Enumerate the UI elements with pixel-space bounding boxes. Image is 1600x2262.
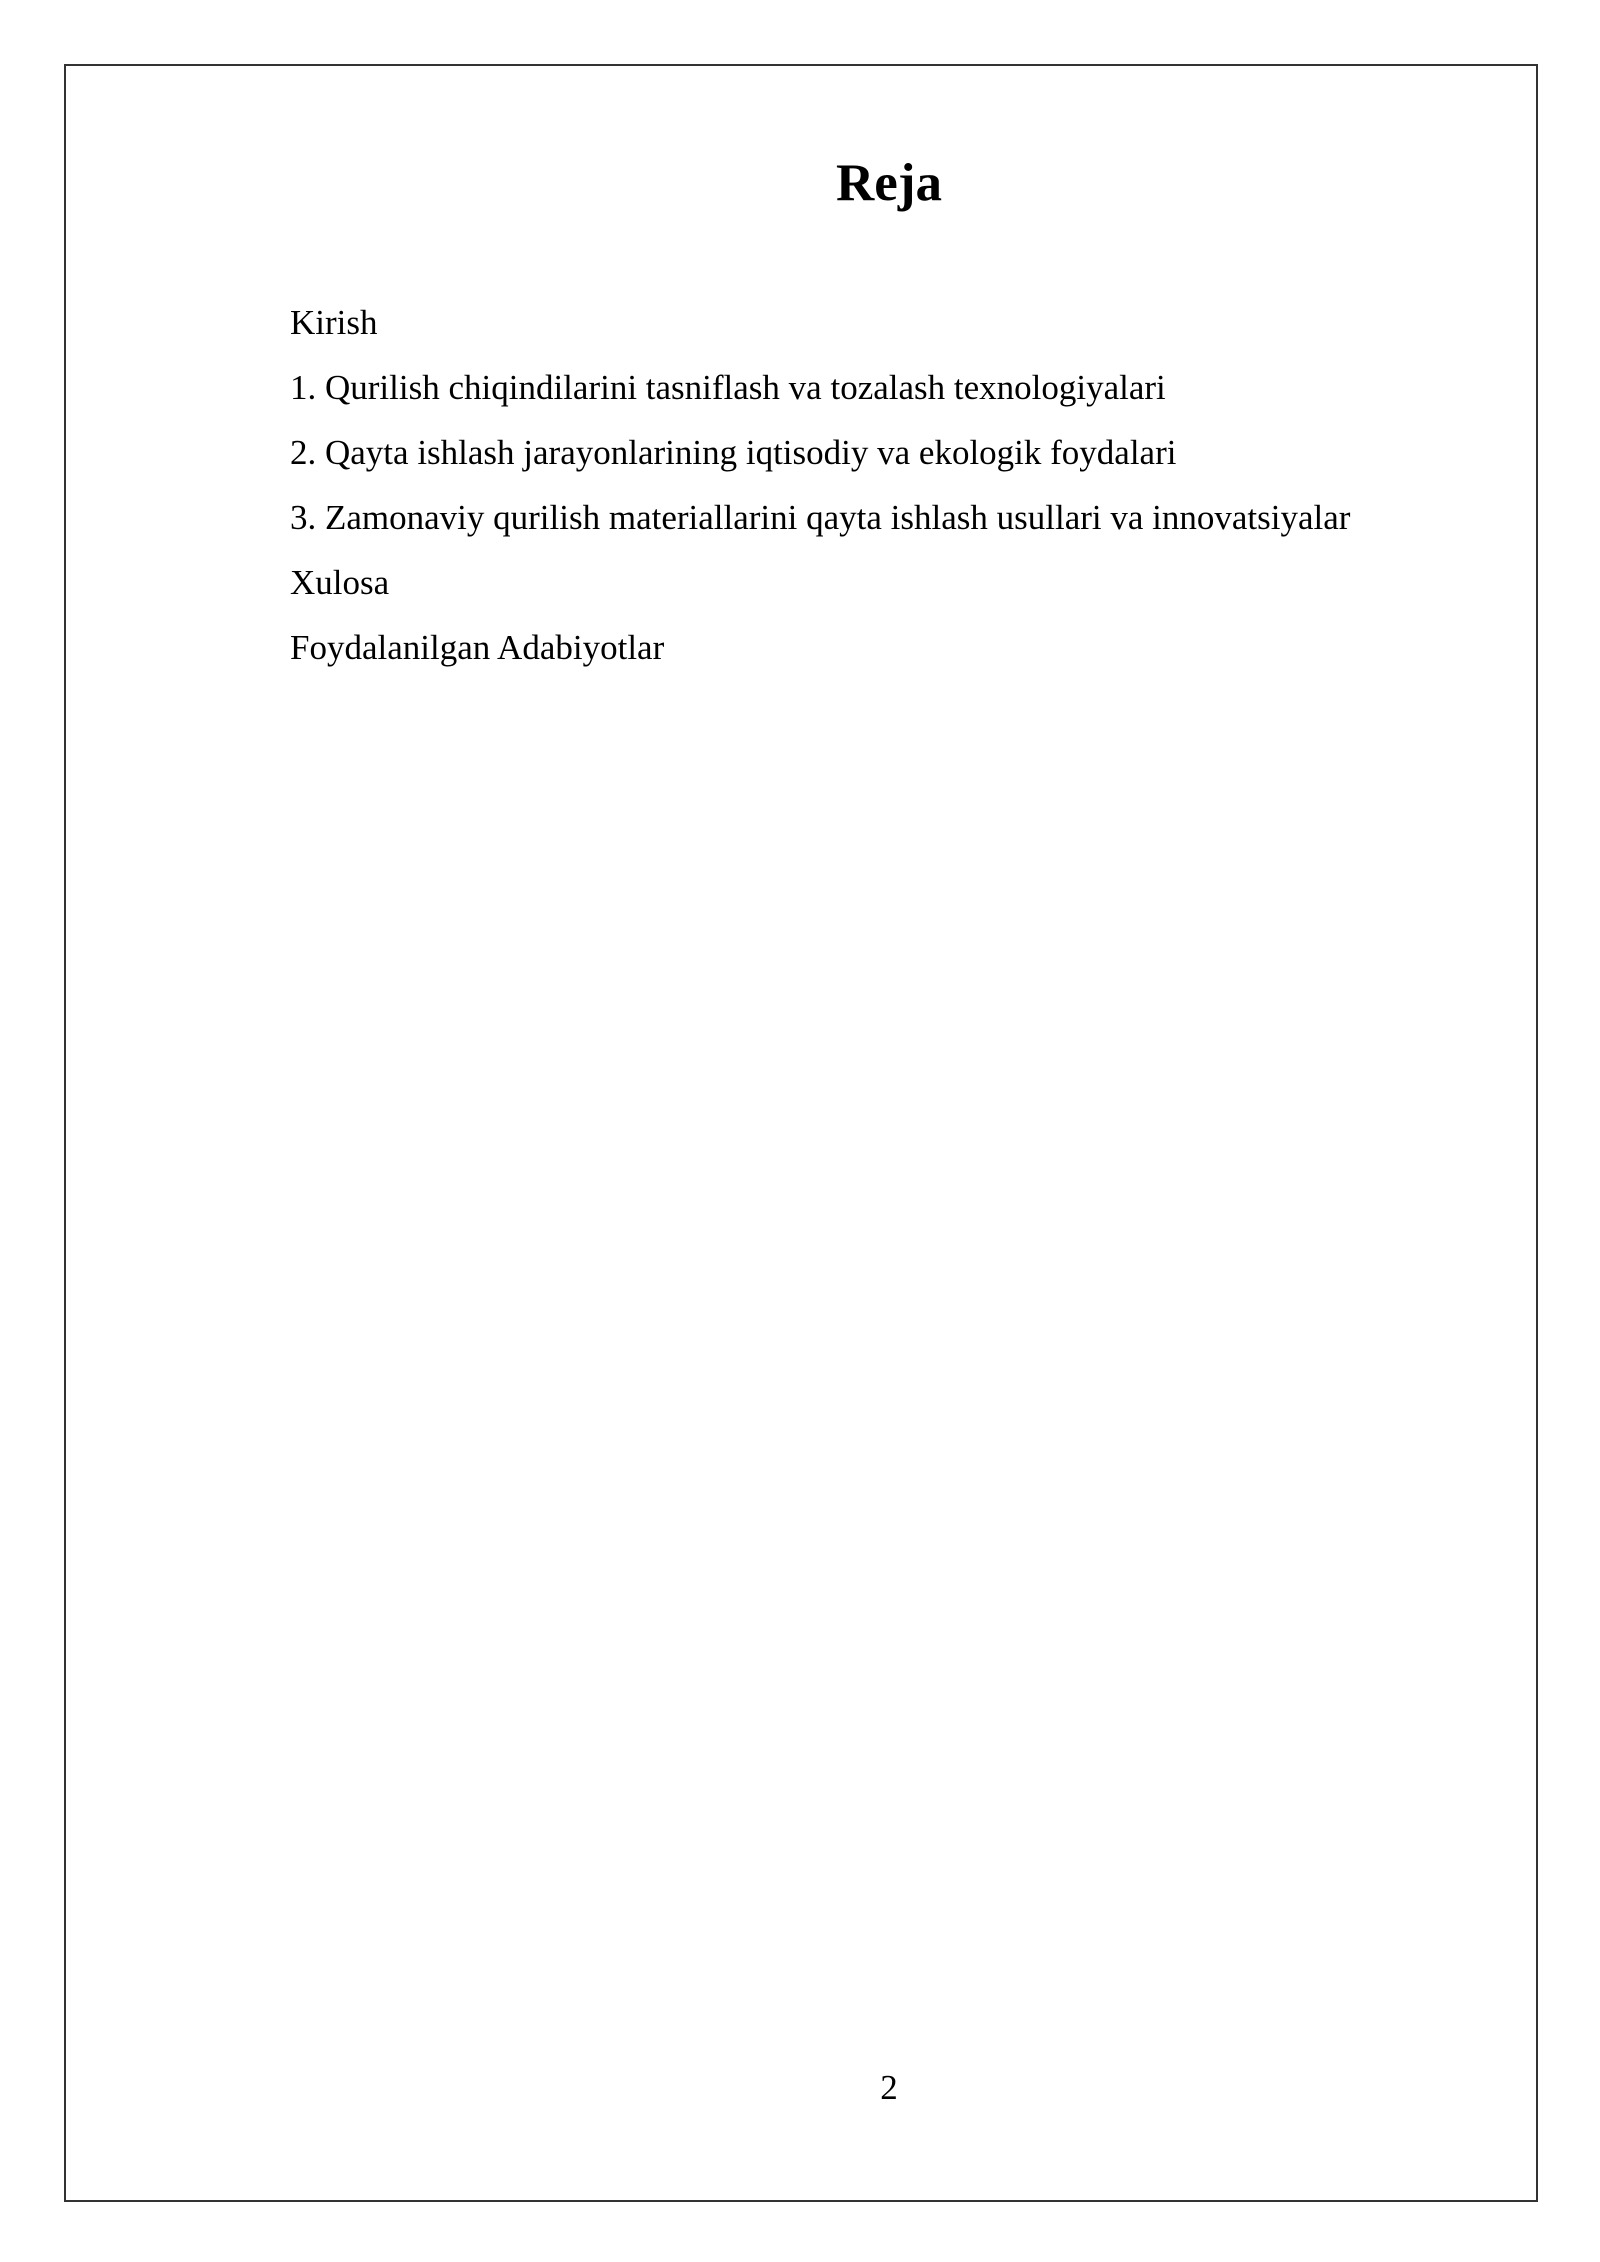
toc-item-introduction: Kirish: [290, 303, 378, 342]
toc-item-chapter-3: 3. Zamonaviy qurilish materiallarini qayta ishlash usullari va innovatsiyalar: [290, 498, 1351, 537]
page-number: 2: [880, 2068, 898, 2107]
toc-item-conclusion: Xulosa: [290, 563, 390, 602]
toc-item-chapter-1: 1. Qurilish chiqindilarini tasniflash va tozalash texnologiyalari: [290, 368, 1166, 407]
toc-item-chapter-2: 2. Qayta ishlash jarayonlarining iqtisodiy va ekologik foydalari: [290, 433, 1177, 472]
page-title: Reja: [836, 154, 942, 212]
toc-item-references: Foydalanilgan Adabiyotlar: [290, 628, 665, 667]
table-of-contents: [290, 290, 1350, 680]
